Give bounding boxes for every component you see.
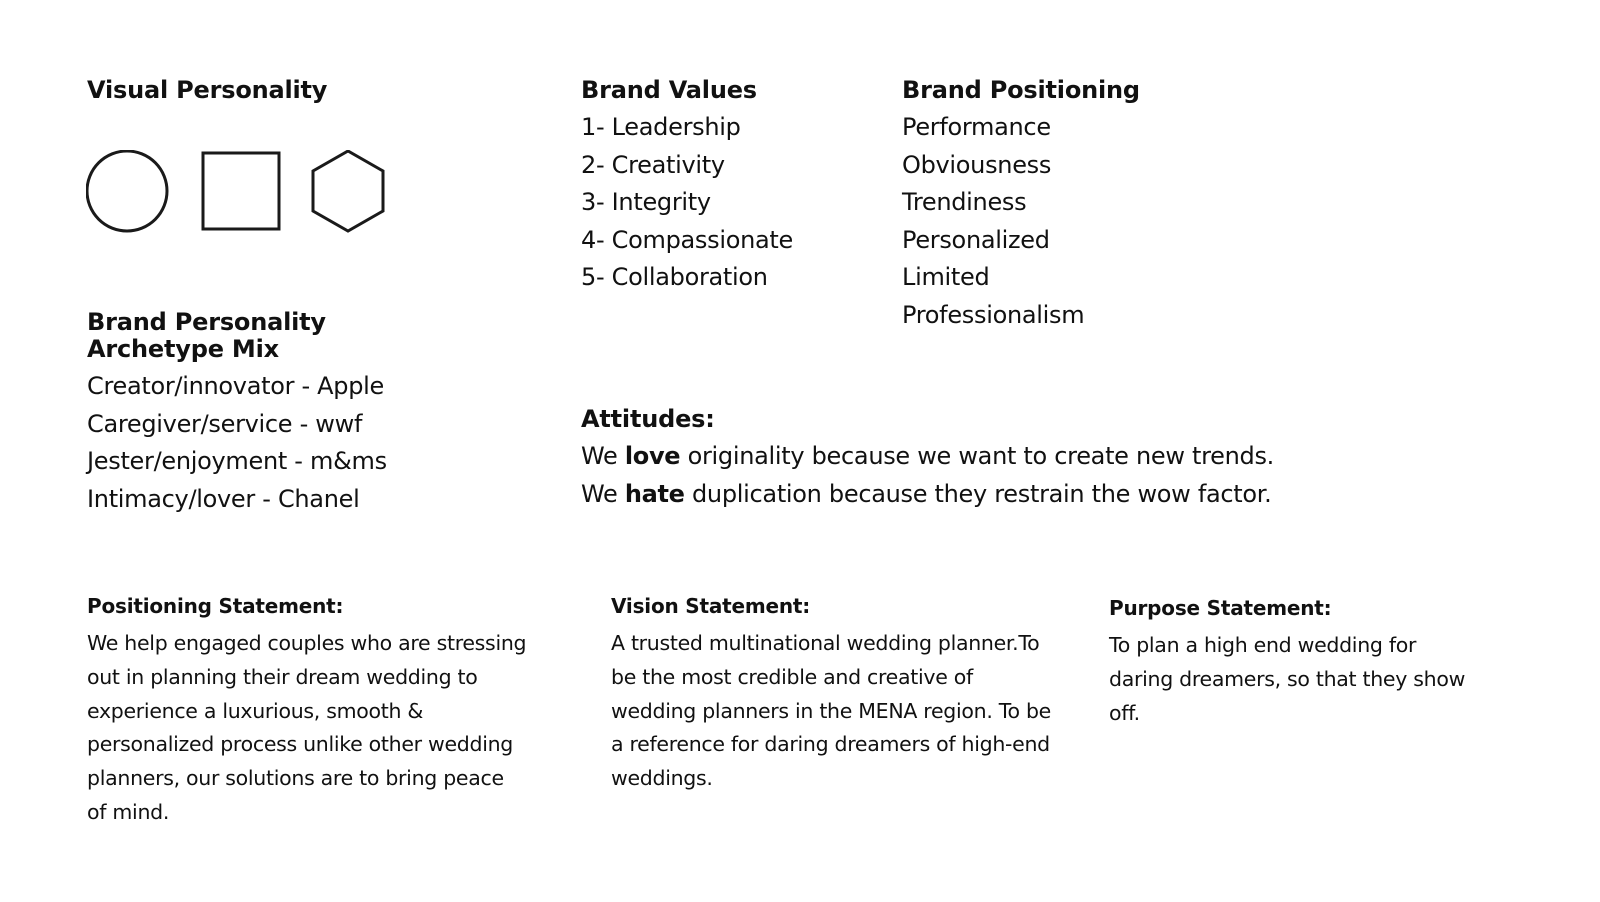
brand-value-item: 5- Collaboration <box>581 263 768 292</box>
vision-statement-text: A trusted multinational wedding planner.To be the most credible and creative of wedding planners in the MENA region. To be a reference for daring dreamers of high-end weddings. <box>611 631 1051 791</box>
archetype-item: Creator/innovator - Apple <box>87 372 385 400</box>
positioning-statement-heading: Positioning Statement: <box>87 594 344 618</box>
brand-value-item: 4- Compassionate <box>581 225 793 254</box>
brand-values-heading: Brand Values <box>581 76 757 104</box>
purpose-statement-section <box>1109 596 1469 730</box>
brand-value-item: 3- Integrity <box>581 188 711 217</box>
square-icon <box>203 153 279 229</box>
visual-personality-section <box>87 77 327 104</box>
vision-statement-heading: Vision Statement: <box>611 594 811 618</box>
brand-positioning-item: Trendiness <box>902 188 1027 217</box>
archetype-item: Intimacy/lover - Chanel <box>87 484 360 513</box>
brand-positioning-item: Obviousness <box>902 150 1052 179</box>
brand-positioning-item: Limited <box>902 263 990 292</box>
archetype-item: Jester/enjoyment - m&ms <box>87 447 387 476</box>
attitude-line <box>581 438 1274 476</box>
attitude-emphasis: love <box>624 442 681 470</box>
brand-personality-heading-line2: Archetype Mix <box>87 335 279 363</box>
brand-value-item: 1- Leadership <box>581 113 741 141</box>
brand-personality-section <box>87 309 387 518</box>
positioning-statement-text: We help engaged couples who are stressing out in planning their dream wedding to experience a luxurious, smooth & personalized process unlike other wedding planners, our solutions are to bring peace of mind. <box>87 631 527 824</box>
positioning-statement-section <box>87 594 527 830</box>
purpose-statement-text: To plan a high end wedding for daring dreamers, so that they show off. <box>1109 633 1466 725</box>
attitude-suffix: originality because we want to create new trends. <box>680 442 1274 470</box>
attitudes-heading: Attitudes: <box>581 405 715 433</box>
archetype-item: Caregiver/service - wwf <box>87 409 363 438</box>
brand-positioning-item: Personalized <box>902 225 1050 254</box>
attitude-prefix: We <box>581 479 625 508</box>
brand-values-section <box>581 77 793 297</box>
brand-personality-heading-line1: Brand Personality <box>87 308 326 336</box>
circle-icon <box>87 151 167 231</box>
attitude-suffix: duplication because they restrain the wow factor. <box>684 479 1272 508</box>
attitude-emphasis: hate <box>624 479 685 508</box>
visual-personality-heading: Visual Personality <box>87 76 328 104</box>
attitude-prefix: We <box>581 442 625 470</box>
brand-positioning-section <box>902 77 1140 335</box>
brand-positioning-item: Performance <box>902 113 1051 141</box>
shape-row <box>86 150 396 240</box>
purpose-statement-heading: Purpose Statement: <box>1109 596 1332 620</box>
attitudes-section <box>581 406 1274 513</box>
hexagon-icon <box>313 151 383 231</box>
brand-value-item: 2- Creativity <box>581 150 725 179</box>
brand-positioning-item: Professionalism <box>902 300 1085 329</box>
shapes-svg <box>86 150 396 236</box>
vision-statement-section <box>611 594 1061 796</box>
brand-positioning-heading: Brand Positioning <box>902 76 1140 104</box>
attitude-line <box>581 476 1274 514</box>
